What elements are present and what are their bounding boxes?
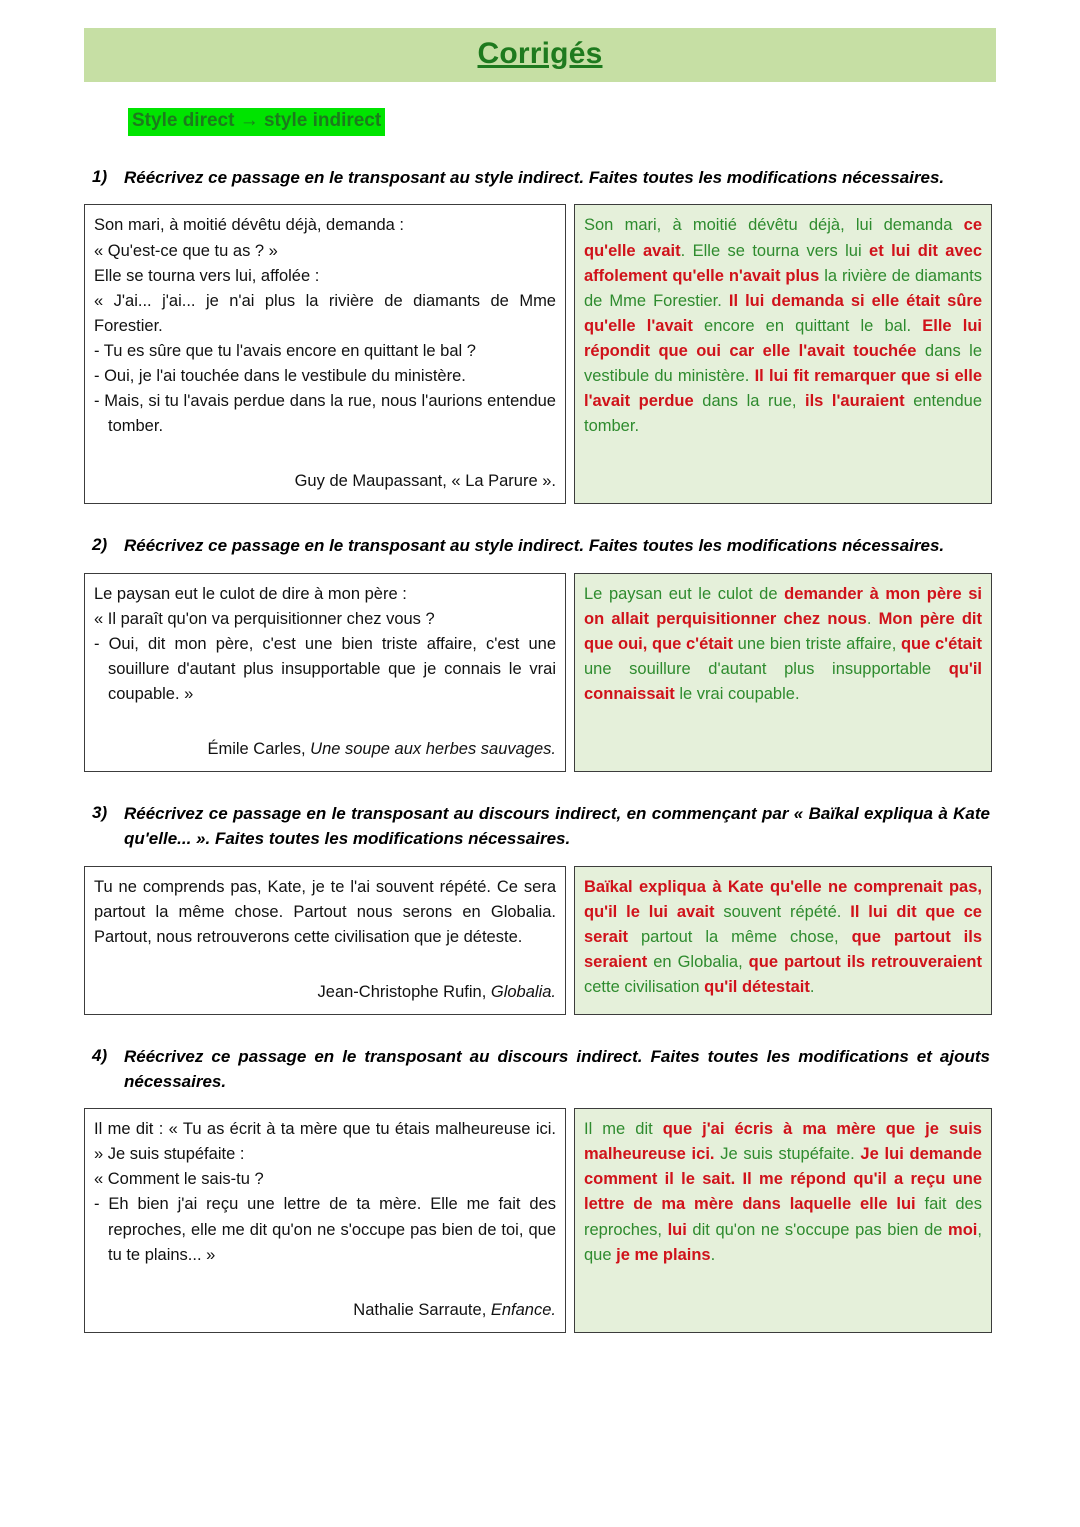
unchanged-fragment: une souillure d'autant plus insupportable — [584, 660, 949, 679]
attribution-work-title: Globalia. — [490, 982, 556, 1001]
unchanged-fragment: . Elle se tourna vers lui — [680, 241, 870, 260]
source-line: - Oui, dit mon père, c'est une bien triste affaire, c'est une souillure d'autant plus insupportable que je connais le vrai coupable. » — [94, 635, 556, 704]
exercise-block — [84, 534, 996, 772]
source-line: Son mari, à moitié dévêtu déjà, demanda : — [94, 216, 405, 235]
unchanged-fragment: le vrai coupable. — [674, 685, 800, 704]
unchanged-fragment: . — [710, 1245, 716, 1264]
comparison-row — [84, 866, 996, 1015]
exercise-instruction: Réécrivez ce passage en le transposant au style indirect. Faites toutes les modifications nécessaires. — [124, 536, 945, 556]
unchanged-fragment: fait des reproches, — [584, 1195, 982, 1239]
source-passage-cell — [84, 1108, 566, 1333]
unchanged-fragment: . — [866, 609, 879, 628]
document-title-banner — [84, 28, 996, 82]
attribution-work-title: Enfance. — [490, 1300, 556, 1319]
source-attribution — [94, 469, 556, 494]
exercises-container — [84, 166, 996, 1333]
answer-text — [584, 1117, 982, 1267]
attribution-author: Émile Carles, — [207, 740, 311, 759]
answer-text — [584, 875, 982, 1000]
unchanged-fragment: cette civilisation — [584, 977, 705, 996]
unchanged-fragment: en Globalia, — [647, 952, 749, 971]
modified-fragment: Mon père dit que oui, que c'était — [584, 609, 982, 654]
source-line: « J'ai... j'ai... je n'ai plus la rivière de diamants de Mme Forestier. — [94, 291, 556, 335]
exercise-number: 1) — [92, 166, 108, 186]
source-line: - Eh bien j'ai reçu une lettre de ta mère. Elle me fait des reproches, elle me dit qu'on ne s'occupe pas bien de toi, que tu te plains... » — [94, 1195, 556, 1264]
modified-fragment: moi — [948, 1220, 978, 1239]
modified-fragment: demander à mon père si on allait perquisitionner chez nous — [584, 584, 982, 628]
exercise-block — [84, 166, 996, 504]
source-spacer — [94, 707, 556, 723]
corrected-answer-cell — [574, 1108, 992, 1333]
exercise-prompt-row — [84, 802, 996, 851]
exercise-instruction: Réécrivez ce passage en le transposant au discours indirect. Faites toutes les modifications et ajouts nécessaires. — [124, 1046, 990, 1091]
answer-text — [584, 213, 982, 439]
unchanged-fragment: Il me dit — [584, 1120, 663, 1139]
exercise-number: 2) — [92, 535, 108, 555]
section-heading — [128, 108, 385, 136]
unchanged-fragment: une bien triste affaire, — [733, 635, 901, 654]
unchanged-fragment: entendue tomber. — [584, 391, 983, 436]
source-passage-cell — [84, 866, 566, 1015]
source-line: « Qu'est-ce que tu as ? » — [94, 241, 278, 260]
unchanged-fragment: . — [809, 977, 815, 996]
source-line: Elle se tourna vers lui, affolée : — [94, 266, 320, 285]
unchanged-fragment: Son mari, à moitié dévêtu déjà, lui demanda — [584, 216, 964, 235]
comparison-row — [84, 573, 996, 772]
modified-fragment: ils l'auraient — [805, 391, 905, 410]
exercise-block — [84, 802, 996, 1015]
modified-fragment: qu'il connaissait — [584, 660, 982, 704]
answer-text — [584, 582, 982, 707]
modified-fragment: qu'il détestait — [704, 977, 810, 996]
modified-fragment: Il lui demanda si elle était sûre qu'elle l'avait — [584, 291, 982, 335]
modified-fragment: je me plains — [616, 1245, 711, 1264]
source-line: Le paysan eut le culot de dire à mon père : — [94, 584, 407, 603]
exercise-prompt-row — [84, 534, 996, 559]
corrected-answer-cell — [574, 866, 992, 1015]
source-line: Il me dit : « Tu as écrit à ta mère que tu étais malheureuse ici. » Je suis stupéfaite : — [94, 1120, 556, 1164]
source-spacer — [94, 439, 556, 455]
comparison-row — [84, 1108, 996, 1333]
source-spacer — [94, 1268, 556, 1284]
unchanged-fragment: Le paysan eut le culot de — [584, 584, 785, 603]
modified-fragment: ce qu'elle avait — [584, 216, 982, 260]
source-attribution — [94, 1298, 556, 1323]
exercise-prompt-row — [84, 1045, 996, 1094]
unchanged-fragment: Je suis stupéfaite. — [714, 1145, 861, 1164]
exercise-number: 3) — [92, 803, 108, 823]
modified-fragment: que c'était — [900, 635, 982, 654]
unchanged-fragment: encore en quittant le bal. — [692, 316, 923, 335]
exercise-instruction: Réécrivez ce passage en le transposant au style indirect. Faites toutes les modifications nécessaires. — [124, 167, 945, 187]
source-line: « Comment le sais-tu ? — [94, 1170, 264, 1189]
corrected-answer-cell — [574, 204, 992, 504]
source-passage-cell — [84, 204, 566, 504]
unchanged-fragment: , que — [584, 1220, 982, 1264]
modified-fragment: que partout ils retrouveraient — [748, 952, 982, 971]
modified-fragment: que j'ai écris à ma mère que je suis malheureuse ici. — [584, 1120, 982, 1164]
unchanged-fragment: dit qu'on ne s'occupe pas bien de — [686, 1220, 949, 1239]
unchanged-fragment: dans le vestibule du ministère. — [584, 341, 982, 385]
comparison-row — [84, 204, 996, 504]
unchanged-fragment: la rivière de diamants de Mme Forestier. — [584, 266, 982, 310]
source-attribution — [94, 737, 556, 762]
unchanged-fragment: souvent répété. — [714, 902, 851, 921]
source-line: Tu ne comprends pas, Kate, je te l'ai souvent répété. Ce sera partout la même chose. Partout nous serons en Globalia. Partout, nous retrouverons cette civilisation que je déteste. — [94, 877, 556, 946]
source-line: « Il paraît qu'on va perquisitionner chez vous ? — [94, 609, 435, 628]
section-heading-label: Style direct → style indirect — [128, 108, 385, 136]
attribution-author: Jean-Christophe Rufin, — [317, 982, 491, 1001]
unchanged-fragment: partout la même chose, — [628, 927, 852, 946]
source-line: - Oui, je l'ai touchée dans le vestibule du ministère. — [94, 366, 466, 385]
modified-fragment: Elle lui répondit que oui car elle l'avait touchée — [584, 316, 982, 360]
unchanged-fragment: dans la rue, — [693, 391, 806, 410]
source-passage-cell — [84, 573, 566, 772]
source-line: - Tu es sûre que tu l'avais encore en quittant le bal ? — [94, 341, 476, 360]
corrected-answer-cell — [574, 573, 992, 772]
page-title: Corrigés — [477, 37, 603, 70]
exercise-prompt-row — [84, 166, 996, 191]
source-attribution — [94, 980, 556, 1005]
source-spacer — [94, 950, 556, 966]
source-line: - Mais, si tu l'avais perdue dans la rue, nous l'aurions entendue tomber. — [94, 391, 556, 436]
attribution-author: Nathalie Sarraute, — [353, 1300, 491, 1319]
modified-fragment: Je lui demande comment il le sait. Il me répond qu'il a reçu une lettre de ma mère dans laquelle elle lui — [584, 1145, 982, 1214]
modified-fragment: Baïkal expliqua à Kate qu'elle ne comprenait pas, qu'il le lui avait — [584, 877, 982, 921]
exercise-number: 4) — [92, 1045, 108, 1065]
attribution-author: Guy de Maupassant, « La Parure ». — [294, 472, 556, 491]
modified-fragment: et lui dit avec affolement qu'elle n'avait plus — [584, 241, 982, 285]
exercise-block — [84, 1045, 996, 1333]
modified-fragment: que partout ils seraient — [584, 927, 983, 971]
modified-fragment: Il lui dit que ce serait — [584, 902, 982, 946]
modified-fragment: Il lui fit remarquer que si elle l'avait perdue — [584, 366, 983, 410]
modified-fragment: lui — [667, 1220, 687, 1239]
attribution-work-title: Une soupe aux herbes sauvages. — [310, 740, 556, 759]
exercise-instruction: Réécrivez ce passage en le transposant au discours indirect, en commençant par « Baïkal expliqua à Kate qu'elle... ». Faites toutes les modifications nécessaires. — [124, 804, 990, 848]
